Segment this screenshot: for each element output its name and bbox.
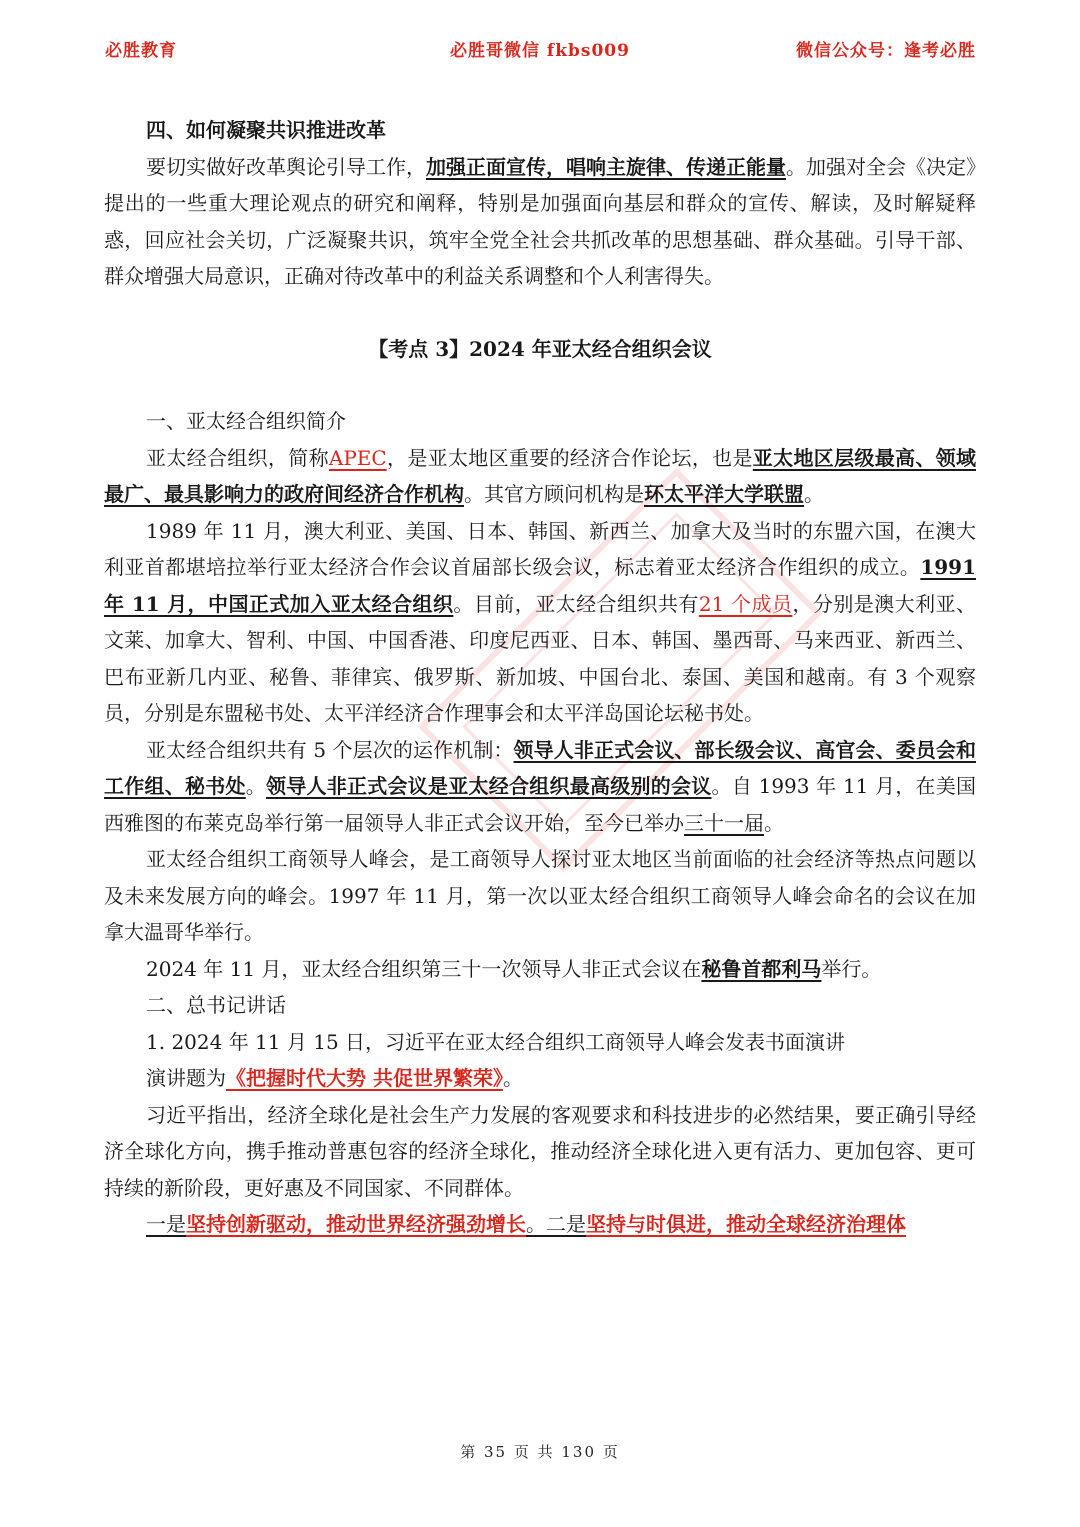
underlined-key-point: 秘鲁首都利马: [701, 956, 822, 981]
text-span: 。: [502, 1066, 523, 1090]
paragraph: [104, 513, 976, 732]
underlined-key-point: 领导人非正式会议、部长级会议、高官会、委员会和工作组、秘书处: [104, 737, 976, 798]
underlined-key-point: 领导人非正式会议是亚太经合组织最高级别的会议: [266, 774, 712, 798]
text-span: 。: [764, 810, 784, 835]
paragraph: [104, 1206, 976, 1243]
text-span: 。自 1993 年 11 月，在美国西雅图的布莱克岛举行第一届领导人非正式会议开始，至今已举办: [104, 774, 977, 835]
paragraph: [104, 732, 976, 842]
text-span: 2024 年 11 月，亚太经合组织第三十一次领导人非正式会议在: [146, 956, 702, 981]
text-span: 亚太经合组织，简称: [146, 445, 329, 470]
underlined-key-point: 亚太地区层级最高、领域最广、最具影响力的政府间经济合作机构: [104, 445, 977, 506]
subheading: 1. 2024 年 11 月 15 日，习近平在亚太经合组织工商领导人峰会发表书面演讲: [146, 1029, 846, 1054]
underlined-key-point: 三十一届: [684, 810, 764, 835]
text-span: 一是: [146, 1212, 186, 1236]
underlined-key-point: 环太平洋大学联盟: [644, 482, 804, 506]
header-left-text: 必胜教育: [105, 41, 177, 61]
underlined-key-point: 1991 年 11 月，中国正式加入亚太经合组织: [104, 555, 976, 616]
document-body: [104, 112, 976, 1243]
text-span: 要切实做好改革舆论引导工作，: [146, 154, 426, 179]
highlight-red-underlined: APEC: [328, 445, 387, 470]
header-right-text: 微信公众号：逢考必胜: [796, 41, 976, 61]
text-span: 。加强对全会《决定》提出的一些重大理论观点的研究和阐释，特别是加强面向基层和群众的宣传、解读，及时解疑释惑，回应社会关切，广泛凝聚共识，筑牢全党全社会共抓改革的思想基础、群众基础。引导干部、群众增强大局意识，正确对待改革中的利益关系调整和个人利害得失。: [104, 154, 976, 288]
section-heading-4: 四、如何凝聚共识推进改革: [146, 118, 386, 142]
text-span: 。二是: [526, 1212, 586, 1236]
text-span: 举行。: [821, 956, 882, 981]
text-span: 亚太经合组织共有 5 个层次的运作机制：: [146, 737, 514, 762]
text-span: ，分别是澳大利亚、文莱、加拿大、智利、中国、中国香港、印度尼西亚、日本、韩国、墨西哥、马来西亚、新西兰、巴布亚新几内亚、秘鲁、菲律宾、俄罗斯、新加坡、中国台北、泰国、美国和越南。有 3 个观察员，分别是东盟秘书处、太平洋经济合作理事会和太平洋岛国论坛秘书处。: [104, 591, 977, 725]
paragraph: [104, 440, 976, 513]
text-span: 。目前，亚太经合组织共有: [453, 591, 699, 616]
underlined-key-point: 加强正面宣传，唱响主旋律、传递正能量: [426, 154, 786, 179]
paragraph: 亚太经合组织工商领导人峰会，是工商领导人探讨亚太地区当前面临的社会经济等热点问题以及未来发展方向的峰会。1997 年 11 月，第一次以亚太经合组织工商领导人峰会命名的会议在加拿大温哥华举行。: [104, 847, 976, 944]
paragraph: [104, 951, 976, 988]
text-span: 1989 年 11 月，澳大利亚、美国、日本、韩国、新西兰、加拿大及当时的东盟六国，在澳大利亚首都堪培拉举行亚太经济合作会议首届部长级会议，标志着亚太经济合作组织的成立。: [104, 518, 976, 579]
section-heading-intro: 一、亚太经合组织简介: [146, 409, 346, 433]
text-span: 。其官方顾问机构是: [464, 482, 644, 506]
text-span: 演讲题为: [146, 1066, 226, 1090]
paragraph: [104, 1060, 976, 1097]
page-number: 第 35 页 共 130 页: [460, 1443, 620, 1461]
exam-point-title: 【考点 3】2024 年亚太经合组织会议: [368, 336, 712, 361]
paragraph: 习近平指出，经济全球化是社会生产力发展的客观要求和科技进步的必然结果，要正确引导经济全球化方向，携手推动普惠包容的经济全球化，推动经济全球化进入更有活力、更加包容、更可持续的新阶段，更好惠及不同国家、不同群体。: [104, 1102, 976, 1200]
text-span: ，是亚太地区重要的经济合作论坛，也是: [386, 445, 753, 470]
text-span: 。: [804, 482, 824, 506]
text-span: 。: [245, 774, 266, 798]
speech-title: 《把握时代大势 共促世界繁荣》: [226, 1066, 503, 1090]
highlight-red-underlined: 21 个成员: [698, 591, 793, 616]
paragraph: [104, 149, 976, 295]
header-center-text: 必胜哥微信 fkbs009: [450, 41, 630, 61]
highlight-red-underlined: 坚持与时俱进，推动全球经济治理体: [586, 1212, 906, 1236]
highlight-red-underlined: 坚持创新驱动，推动世界经济强劲增长: [186, 1212, 526, 1236]
section-heading-speech: 二、总书记讲话: [146, 993, 286, 1017]
